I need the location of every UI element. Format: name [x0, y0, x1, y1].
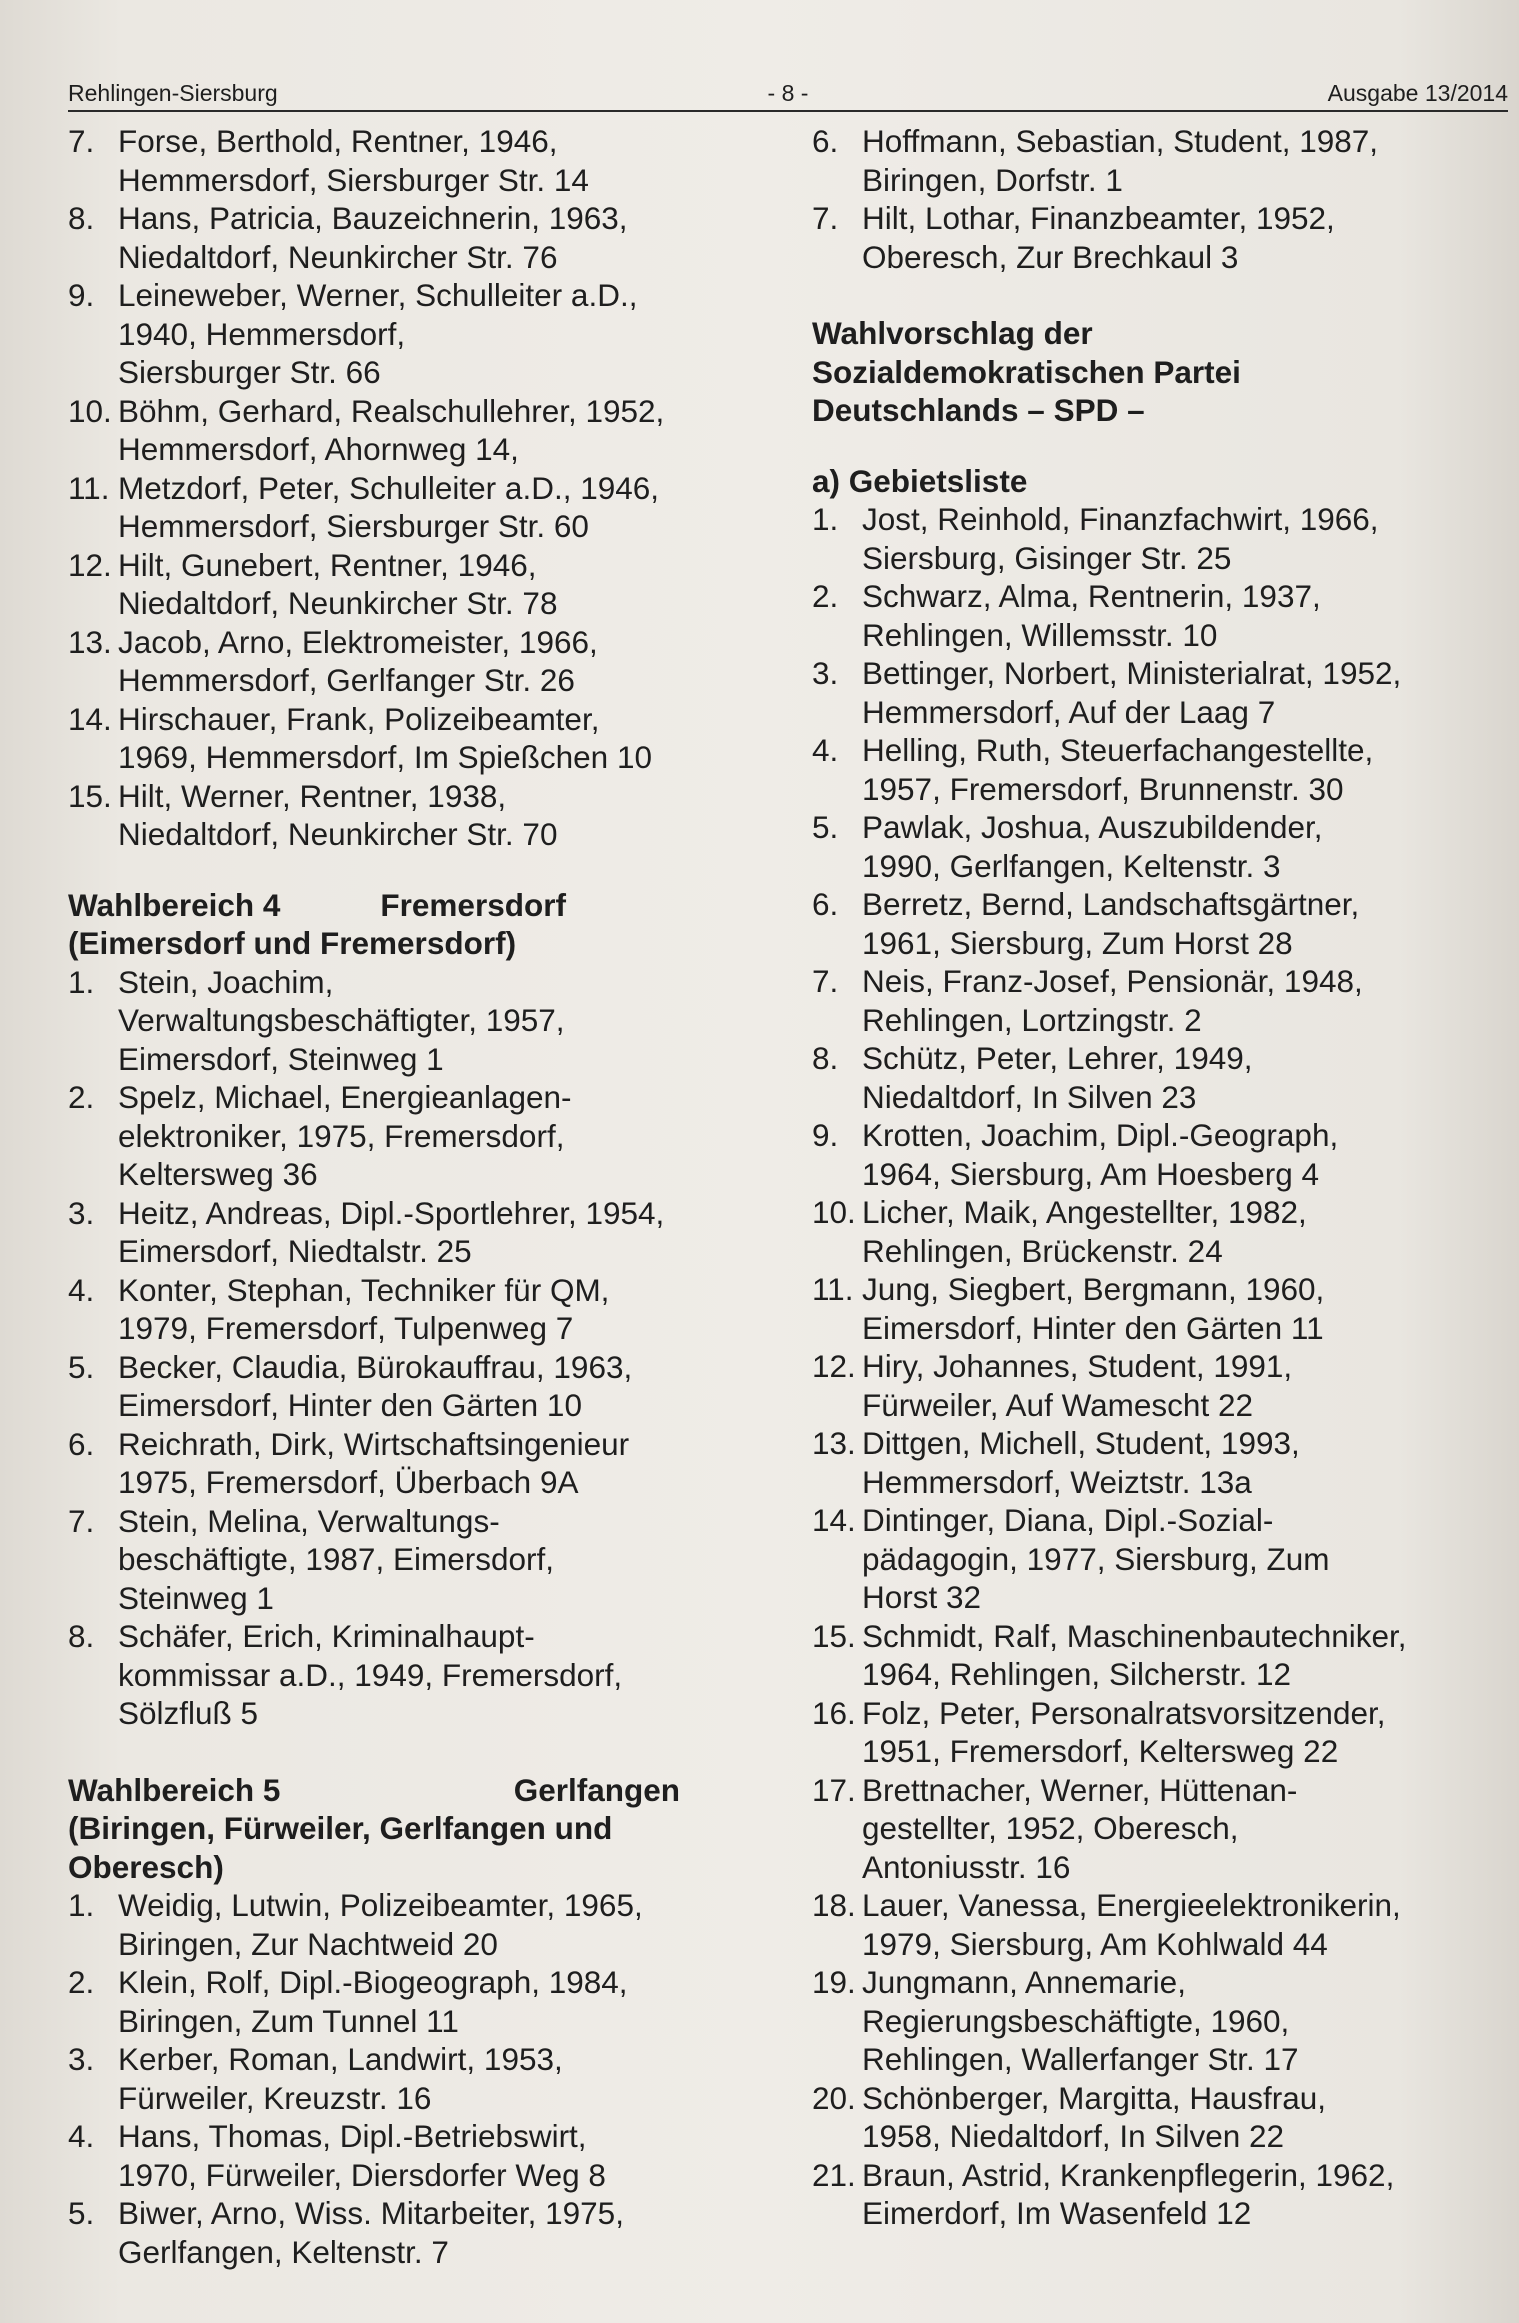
list-item-line: Sölzfluß 5 [118, 1695, 259, 1731]
list-item [812, 577, 1502, 654]
list-item-line: 1970, Fürweiler, Diersdorfer Weg 8 [118, 2156, 606, 2193]
list-item-line: Licher, Maik, Angestellter, 1982, [862, 1194, 1307, 1230]
list-item-number: 7. [812, 200, 839, 236]
list-item-number: 10. [68, 392, 112, 429]
list-item-line: Biwer, Arno, Wiss. Mitarbeiter, 1975, [118, 2195, 624, 2231]
list-item-line: 1969, Hemmersdorf, Im Spießchen 10 [118, 739, 652, 775]
list-item-number: 13. [812, 1425, 856, 1461]
list-item-line: 1975, Fremersdorf, Überbach 9A [118, 1464, 579, 1500]
list-item-line: Horst 32 [862, 1579, 982, 1615]
list-item-number: 5. [68, 1348, 95, 1385]
list-item-line: 1961, Siersburg, Zum Horst 28 [862, 924, 1293, 961]
header-issue: Ausgabe 13/2014 [1327, 80, 1508, 106]
list-item-number: 12. [812, 1348, 856, 1384]
list-item-line: Steinweg 1 [118, 1579, 274, 1616]
list-item-line: Rehlingen, Wallerfanger Str. 17 [862, 2041, 1299, 2077]
list-item-line: Eimersdorf, Steinweg 1 [118, 1040, 444, 1077]
list-item-line: Antoniusstr. 16 [862, 1848, 1071, 1885]
list-item-line: Braun, Astrid, Krankenpflegerin, 1962, [862, 2156, 1395, 2193]
list-item [812, 1347, 1502, 1424]
list-item-line: Niedaltdorf, Neunkircher Str. 78 [118, 585, 558, 621]
list-item-line: Spelz, Michael, Energieanlagen- [118, 1079, 572, 1115]
list-item-line: Fürweiler, Kreuzstr. 16 [118, 2079, 432, 2116]
list-item-number: 10. [812, 1194, 856, 1230]
list-item-line: Pawlak, Joshua, Auszubildender, [862, 809, 1323, 845]
list-item-number: 2. [812, 578, 839, 614]
list-item-line: Hiry, Johannes, Student, 1991, [862, 1348, 1293, 1384]
list-item-line: Niedaltdorf, Neunkircher Str. 76 [118, 238, 558, 275]
wahlbereich-5-place: Gerlfangen [513, 1771, 680, 1808]
list-item-number: 6. [68, 1425, 95, 1462]
list-item-line: Schäfer, Erich, Kriminalhaupt- [118, 1618, 535, 1654]
list-item-line: Eimersdorf, Niedtalstr. 25 [118, 1233, 472, 1269]
list-item-line: 1979, Fremersdorf, Tulpenweg 7 [118, 1310, 574, 1346]
gebietsliste [812, 500, 1502, 2233]
list-item-line: Schütz, Peter, Lehrer, 1949, [862, 1040, 1253, 1076]
list-item-line: Jung, Siegbert, Bergmann, 1960, [862, 1271, 1325, 1307]
list-item-line: Weidig, Lutwin, Polizeibeamter, 1965, [118, 1887, 643, 1923]
list-item [68, 963, 718, 1079]
list-item [812, 1617, 1502, 1694]
list-item [812, 1886, 1502, 1963]
list-item [68, 1425, 718, 1502]
list-item [812, 731, 1502, 808]
list-item-number: 7. [812, 963, 839, 999]
list-item-line: Brettnacher, Werner, Hüttenan- [862, 1771, 1298, 1808]
list-item-line: Niedaltdorf, In Silven 23 [862, 1078, 1197, 1115]
list-item-line: Rehlingen, Willemsstr. 10 [862, 616, 1218, 653]
list-item-line: Biringen, Zur Nachtweid 20 [118, 1925, 498, 1962]
list-item-line: Oberesch, Zur Brechkaul 3 [862, 238, 1239, 275]
list-item [812, 1694, 1502, 1771]
list-item-line: Jacob, Arno, Elektromeister, 1966, [118, 623, 598, 660]
list-item-line: Krotten, Joachim, Dipl.-Geograph, [862, 1117, 1339, 1153]
list-item-line: Niedaltdorf, Neunkircher Str. 70 [118, 816, 558, 852]
list-item [68, 546, 718, 623]
list-item-number: 13. [68, 623, 112, 660]
list-item-number: 14. [68, 700, 112, 737]
list-item-number: 5. [812, 809, 839, 845]
list-item-number: 7. [68, 1502, 95, 1539]
list-item-line: Forse, Berthold, Rentner, 1946, [118, 123, 558, 159]
list-item-line: 1940, Hemmersdorf, [118, 315, 406, 352]
spd-title-line-2: Sozialdemokratischen Partei [812, 353, 1241, 390]
list-item-line: Hemmersdorf, Weiztstr. 13a [862, 1463, 1252, 1500]
list-item [812, 1501, 1502, 1617]
list-item-line: Biringen, Zum Tunnel 11 [118, 2002, 459, 2039]
list-item-line: Jungmann, Annemarie, [862, 1964, 1186, 2000]
wahlbereich-5-heading [68, 1771, 718, 1887]
list-item-number: 11. [68, 469, 110, 506]
wahlbereich-4-subtitle: (Eimersdorf und Fremersdorf) [68, 925, 517, 961]
list-item-number: 11. [812, 1271, 854, 1307]
list-item-line: Stein, Melina, Verwaltungs- [118, 1502, 500, 1539]
list-item-line: Hemmersdorf, Siersburger Str. 14 [118, 161, 589, 198]
list-item-line: elektroniker, 1975, Fremersdorf, [118, 1117, 565, 1154]
list-item-line: Folz, Peter, Personalratsvorsitzender, [862, 1694, 1386, 1731]
list-item-line: Helling, Ruth, Steuerfachangestellte, [862, 732, 1374, 768]
list-item-line: Schwarz, Alma, Rentnerin, 1937, [862, 578, 1321, 614]
list-item-line: beschäftigte, 1987, Eimersdorf, [118, 1541, 554, 1577]
list-item-line: Dintinger, Diana, Dipl.-Sozial- [862, 1502, 1274, 1538]
list-item-line: Reichrath, Dirk, Wirtschaftsingenieur [118, 1425, 630, 1462]
gebietsliste-title: a) Gebietsliste [812, 462, 1028, 499]
list-item-line: Bettinger, Norbert, Ministerialrat, 1952, [862, 655, 1402, 691]
list-item-line: Leineweber, Werner, Schulleiter a.D., [118, 277, 638, 313]
list-item [812, 962, 1502, 1039]
wahlbereich-4-place: Fremersdorf [380, 886, 566, 923]
left-column [68, 122, 718, 2271]
gebietsliste-heading [812, 462, 1502, 501]
list-item-line: kommissar a.D., 1949, Fremersdorf, [118, 1656, 623, 1693]
candidate-list-end [812, 122, 1502, 276]
list-item-number: 6. [812, 886, 839, 922]
spd-title-line-1: Wahlvorschlag der [812, 315, 1093, 351]
list-item-line: 1958, Niedaltdorf, In Silven 22 [862, 2118, 1285, 2154]
list-item-line: Berretz, Bernd, Landschaftsgärtner, [862, 886, 1360, 922]
list-item-number: 9. [812, 1117, 839, 1153]
list-item-line: Keltersweg 36 [118, 1156, 318, 1192]
list-item-line: Biringen, Dorfstr. 1 [862, 161, 1123, 198]
list-item [68, 1348, 718, 1425]
wahlbereich-4-heading [68, 886, 718, 963]
list-item-line: Hilt, Werner, Rentner, 1938, [118, 777, 507, 814]
list-item [812, 199, 1502, 276]
list-item-number: 1. [812, 501, 839, 537]
list-item-line: Metzdorf, Peter, Schulleiter a.D., 1946, [118, 469, 660, 506]
list-item-number: 4. [68, 2118, 95, 2154]
page-header [68, 72, 1508, 112]
list-item-line: Konter, Stephan, Techniker für QM, [118, 1271, 610, 1308]
list-item-line: Jost, Reinhold, Finanzfachwirt, 1966, [862, 501, 1379, 537]
list-item-line: Regierungsbeschäftigte, 1960, [862, 2002, 1290, 2039]
list-item-line: Siersburg, Gisinger Str. 25 [862, 539, 1232, 576]
list-item-number: 2. [68, 1079, 95, 1115]
list-item-line: Hemmersdorf, Ahornweg 14, [118, 431, 519, 467]
candidate-list-continued [68, 122, 718, 854]
list-item [812, 1193, 1502, 1270]
list-item-number: 12. [68, 546, 112, 583]
wahlbereich-4-title: Wahlbereich 4 [68, 886, 281, 923]
list-item-line: Becker, Claudia, Bürokauffrau, 1963, [118, 1348, 633, 1385]
list-item-line: Schmidt, Ralf, Maschinenbautechniker, [862, 1617, 1407, 1654]
list-item-line: Böhm, Gerhard, Realschullehrer, 1952, [118, 392, 665, 429]
list-item-line: Hirschauer, Frank, Polizeibeamter, [118, 700, 600, 737]
list-item-line: Stein, Joachim, [118, 963, 334, 1000]
list-item [812, 1424, 1502, 1501]
list-item-number: 14. [812, 1502, 856, 1538]
list-item-number: 3. [68, 1194, 95, 1231]
list-item-line: Hans, Patricia, Bauzeichnerin, 1963, [118, 200, 628, 236]
wahlbereich-5-title: Wahlbereich 5 [68, 1771, 281, 1808]
list-item-line: Eimerdorf, Im Wasenfeld 12 [862, 2195, 1252, 2231]
list-item-line: Verwaltungsbeschäftigter, 1957, [118, 1002, 565, 1038]
list-item-line: Fürweiler, Auf Wamescht 22 [862, 1386, 1253, 1423]
list-item-line: Hoffmann, Sebastian, Student, 1987, [862, 123, 1379, 159]
list-item-number: 19. [812, 1964, 856, 2000]
list-item [812, 1771, 1502, 1887]
list-item-number: 6. [812, 123, 839, 159]
list-item-number: 21. [812, 2156, 856, 2193]
list-item [68, 2117, 718, 2194]
right-column [812, 122, 1502, 2233]
list-item-line: Lauer, Vanessa, Energieelektronikerin, [862, 1887, 1401, 1923]
list-item-line: Hemmersdorf, Gerlfanger Str. 26 [118, 662, 575, 698]
list-item-number: 16. [812, 1694, 856, 1731]
wahlbereich-4-list [68, 963, 718, 1733]
list-item-line: 1957, Fremersdorf, Brunnenstr. 30 [862, 770, 1344, 807]
list-item [68, 777, 718, 854]
list-item-number: 4. [68, 1271, 95, 1308]
spd-title-line-3: Deutschlands – SPD – [812, 392, 1145, 428]
wahlbereich-5-list [68, 1886, 718, 2271]
list-item-line: Klein, Rolf, Dipl.-Biogeograph, 1984, [118, 1964, 628, 2000]
list-item [68, 700, 718, 777]
list-item-line: Neis, Franz-Josef, Pensionär, 1948, [862, 963, 1363, 999]
list-item-line: Eimersdorf, Hinter den Gärten 11 [862, 1309, 1324, 1346]
list-item-number: 17. [812, 1771, 856, 1808]
list-item-line: gestellter, 1952, Oberesch, [862, 1810, 1239, 1846]
list-item [812, 808, 1502, 885]
list-item-number: 15. [812, 1617, 856, 1654]
list-item [68, 623, 718, 700]
spd-heading [812, 314, 1502, 430]
list-item-line: Eimersdorf, Hinter den Gärten 10 [118, 1387, 582, 1423]
list-item [68, 199, 718, 276]
list-item-line: Schönberger, Margitta, Hausfrau, [862, 2079, 1326, 2116]
list-item [68, 1271, 718, 1348]
list-item [68, 122, 718, 199]
list-item [68, 1886, 718, 1963]
wahlbereich-5-subtitle-line-2: Oberesch) [68, 1848, 224, 1885]
list-item [812, 2079, 1502, 2156]
list-item-number: 15. [68, 777, 112, 814]
list-item [812, 1116, 1502, 1193]
list-item-number: 7. [68, 123, 95, 159]
list-item-number: 8. [68, 200, 95, 236]
list-item [812, 122, 1502, 199]
list-item-line: Heitz, Andreas, Dipl.-Sportlehrer, 1954, [118, 1194, 665, 1231]
list-item-number: 3. [812, 655, 839, 691]
list-item-line: Kerber, Roman, Landwirt, 1953, [118, 2041, 563, 2077]
list-item [812, 1039, 1502, 1116]
list-item [812, 2156, 1502, 2233]
list-item [68, 1194, 718, 1271]
list-item-line: 1964, Siersburg, Am Hoesberg 4 [862, 1155, 1320, 1192]
list-item-number: 5. [68, 2195, 95, 2231]
list-item-line: Hans, Thomas, Dipl.-Betriebswirt, [118, 2118, 587, 2154]
list-item [68, 2040, 718, 2117]
list-item [68, 1502, 718, 1618]
list-item [812, 654, 1502, 731]
list-item [68, 1963, 718, 2040]
list-item-number: 1. [68, 1887, 95, 1923]
list-item-number: 18. [812, 1887, 856, 1923]
list-item-line: pädagogin, 1977, Siersburg, Zum [862, 1540, 1330, 1577]
list-item-number: 8. [812, 1040, 839, 1076]
list-item [68, 1078, 718, 1194]
list-item-line: 1951, Fremersdorf, Keltersweg 22 [862, 1733, 1339, 1769]
list-item [812, 500, 1502, 577]
list-item [68, 1617, 718, 1733]
list-item-line: 1964, Rehlingen, Silcherstr. 12 [862, 1656, 1292, 1692]
list-item [68, 2194, 718, 2271]
list-item [812, 1270, 1502, 1347]
list-item-line: Siersburger Str. 66 [118, 354, 381, 390]
list-item-line: Rehlingen, Brückenstr. 24 [862, 1232, 1223, 1269]
list-item-line: 1979, Siersburg, Am Kohlwald 44 [862, 1925, 1328, 1962]
list-item-line: Dittgen, Michell, Student, 1993, [862, 1425, 1300, 1461]
wahlbereich-5-subtitle-line-1: (Biringen, Fürweiler, Gerlfangen und [68, 1810, 613, 1846]
list-item [68, 469, 718, 546]
list-item-line: Gerlfangen, Keltenstr. 7 [118, 2233, 449, 2270]
list-item-number: 9. [68, 277, 95, 313]
list-item-number: 1. [68, 963, 95, 1000]
list-item-line: Rehlingen, Lortzingstr. 2 [862, 1001, 1202, 1038]
list-item-line: 1990, Gerlfangen, Keltenstr. 3 [862, 847, 1281, 884]
list-item-number: 20. [812, 2079, 856, 2116]
list-item [68, 276, 718, 392]
header-page-number: - 8 - [767, 80, 809, 106]
list-item-number: 2. [68, 1964, 95, 2000]
list-item [68, 392, 718, 469]
list-item-line: Hilt, Gunebert, Rentner, 1946, [118, 546, 537, 583]
list-item [812, 885, 1502, 962]
header-town: Rehlingen-Siersburg [68, 80, 278, 106]
list-item-line: Hemmersdorf, Siersburger Str. 60 [118, 508, 589, 544]
list-item-number: 4. [812, 732, 839, 768]
list-item [812, 1963, 1502, 2079]
list-item-line: Hemmersdorf, Auf der Laag 7 [862, 693, 1276, 730]
list-item-number: 3. [68, 2041, 95, 2077]
list-item-number: 8. [68, 1618, 95, 1654]
list-item-line: Hilt, Lothar, Finanzbeamter, 1952, [862, 200, 1335, 236]
